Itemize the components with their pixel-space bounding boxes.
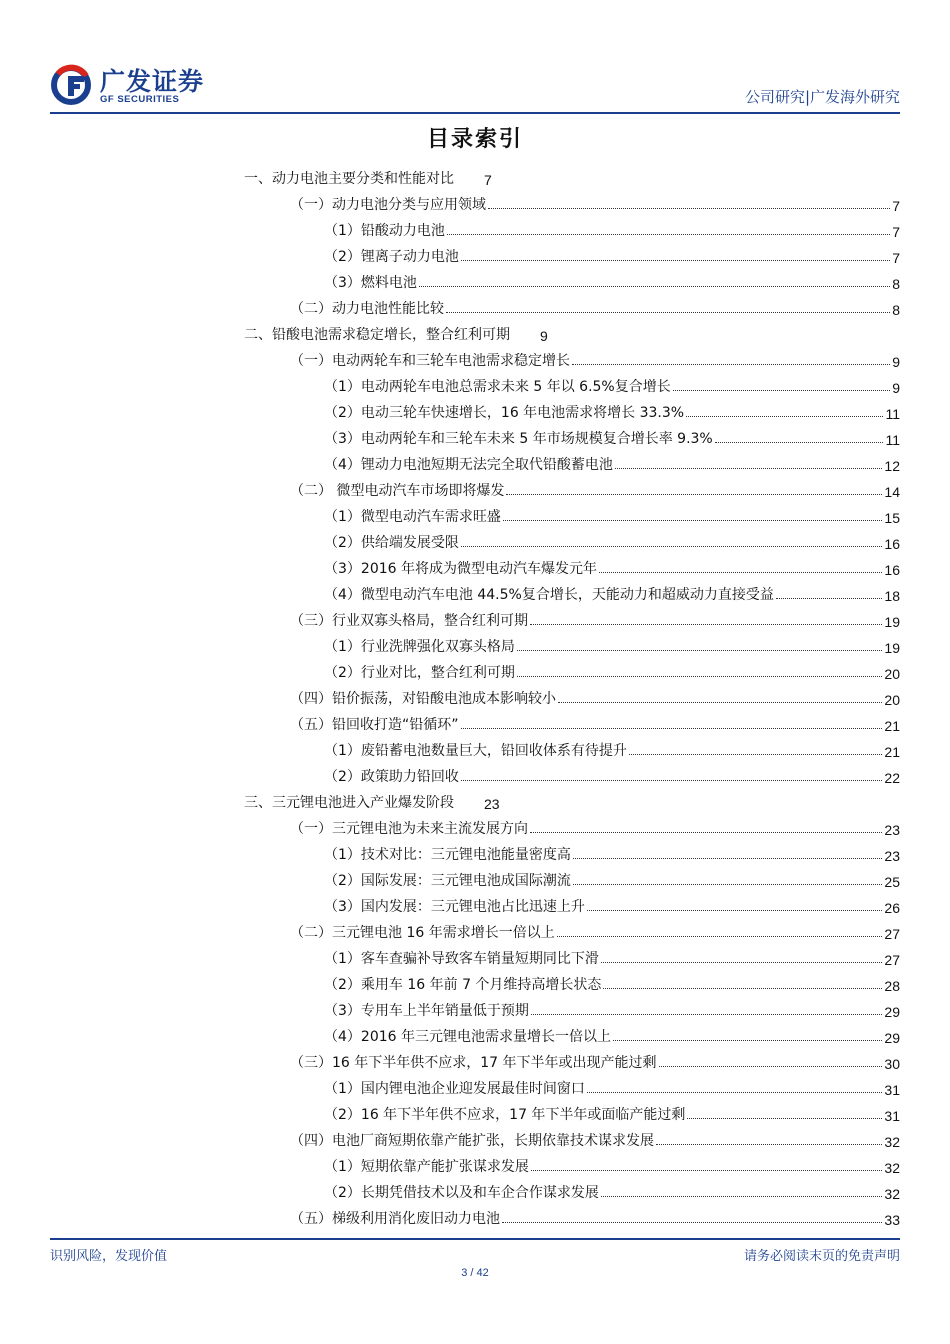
toc-entry-title: （1）行业洗牌强化双寡头格局 [324, 639, 515, 655]
toc-entry[interactable] [290, 812, 900, 838]
toc-entry-page: 28 [884, 978, 900, 994]
toc-entry[interactable] [244, 786, 500, 812]
toc-entry[interactable] [324, 760, 900, 786]
toc-entry-page: 23 [484, 796, 500, 812]
toc-entry[interactable] [324, 214, 900, 240]
toc-entry-title: （3）国内发展：三元锂电池占比迅速上升 [324, 899, 585, 915]
toc-entry-page: 15 [884, 510, 900, 526]
toc-entry[interactable] [324, 578, 900, 604]
toc-leader-dots [530, 624, 882, 625]
toc-entry-title: （2）电动三轮车快速增长，16 年电池需求将增长 33.3% [324, 405, 685, 421]
toc-leader-dots [446, 312, 890, 313]
logo-chinese-name: 广发证券 [100, 67, 205, 96]
toc-entry-title: （一）电动两轮车和三轮车电池需求稳定增长 [290, 353, 570, 369]
toc-entry-page: 33 [884, 1212, 900, 1228]
toc-leader-dots [601, 962, 883, 963]
toc-entry-page: 19 [884, 640, 900, 656]
toc-entry-title: （2）锂离子动力电池 [324, 249, 459, 265]
toc-leader-dots [776, 598, 883, 599]
toc-entry[interactable] [324, 422, 900, 448]
toc-entry[interactable] [324, 1020, 900, 1046]
toc-entry-title: （2）政策助力铅回收 [324, 769, 459, 785]
toc-entry-title: （3）燃料电池 [324, 275, 417, 291]
toc-entry[interactable] [324, 370, 900, 396]
toc-entry-page: 7 [892, 224, 900, 240]
toc-entry-title: （2）乘用车 16 年前 7 个月维持高增长状态 [324, 977, 602, 993]
toc-entry-page: 27 [884, 926, 900, 942]
toc-entry-page: 16 [884, 536, 900, 552]
toc-entry[interactable] [290, 916, 900, 942]
toc-leader-dots [573, 858, 883, 859]
toc-entry[interactable] [324, 396, 900, 422]
toc-entry-title: （二） 微型电动汽车市场即将爆发 [290, 483, 505, 499]
toc-entry-page: 32 [884, 1160, 900, 1176]
toc-entry-page: 8 [892, 276, 900, 292]
toc-entry-page: 23 [884, 848, 900, 864]
toc-entry-title: （一）动力电池分类与应用领域 [290, 197, 486, 213]
toc-entry-title: （二）动力电池性能比较 [290, 301, 444, 317]
toc-entry-title: （1）电动两轮车电池总需求未来 5 年以 6.5%复合增长 [324, 379, 671, 395]
toc-entry-page: 14 [884, 484, 900, 500]
toc-entry-page: 30 [884, 1056, 900, 1072]
toc-leader-dots [615, 468, 883, 469]
toc-entry-page: 9 [540, 328, 548, 344]
toc-entry-title: （2）国际发展：三元锂电池成国际潮流 [324, 873, 571, 889]
toc-entry[interactable] [324, 526, 900, 552]
toc-leader-dots [687, 1118, 882, 1119]
toc-entry-page: 31 [884, 1082, 900, 1098]
toc-entry-title: （三）行业双寡头格局，整合红利可期 [290, 613, 528, 629]
toc-entry[interactable] [324, 266, 900, 292]
toc-leader-dots [447, 234, 890, 235]
toc-leader-dots [715, 442, 884, 443]
toc-entry[interactable] [324, 240, 900, 266]
toc-entry-title: （五）梯级利用消化废旧动力电池 [290, 1211, 500, 1227]
toc-leader-dots [686, 416, 883, 417]
toc-entry-page: 32 [884, 1186, 900, 1202]
toc-entry[interactable] [324, 838, 900, 864]
toc-entry-title: （4）锂动力电池短期无法完全取代铅酸蓄电池 [324, 457, 613, 473]
toc-entry-title: （3）电动两轮车和三轮车未来 5 年市场规模复合增长率 9.3% [324, 431, 713, 447]
toc-leader-dots [673, 390, 890, 391]
toc-entry[interactable] [324, 1150, 900, 1176]
toc-entry-title: （一）三元锂电池为未来主流发展方向 [290, 821, 528, 837]
toc-entry-page: 20 [884, 666, 900, 682]
toc-entry-title: （1）微型电动汽车需求旺盛 [324, 509, 501, 525]
logo-english-name: GF SECURITIES [100, 94, 180, 105]
toc-entry[interactable] [244, 318, 548, 344]
toc-entry-page: 11 [885, 406, 900, 422]
toc-leader-dots [503, 520, 883, 521]
toc-entry-title: （五）铅回收打造“铅循环” [290, 717, 459, 733]
toc-entry-title: （4）微型电动汽车电池 44.5%复合增长，天能动力和超威动力直接受益 [324, 587, 774, 603]
page-title: 目录索引 [426, 126, 523, 152]
toc-leader-dots [629, 754, 883, 755]
footer-slogan: 识别风险，发现价值 [50, 1249, 168, 1264]
toc-leader-dots [531, 1014, 883, 1015]
toc-entry-title: （2）行业对比，整合红利可期 [324, 665, 515, 681]
page-header [50, 62, 900, 112]
toc-entry-page: 7 [892, 250, 900, 266]
toc-entry-title: （2）供给端发展受限 [324, 535, 459, 551]
toc-leader-dots [502, 1222, 882, 1223]
toc-entry-page: 7 [892, 198, 900, 214]
toc-entry-page: 16 [884, 562, 900, 578]
header-divider [50, 112, 900, 114]
toc-leader-dots [603, 988, 882, 989]
toc-entry-page: 32 [884, 1134, 900, 1150]
toc-entry-page: 8 [892, 302, 900, 318]
toc-entry[interactable] [290, 1202, 900, 1228]
toc-entry[interactable] [290, 474, 900, 500]
toc-leader-dots [461, 260, 890, 261]
toc-leader-dots [573, 884, 883, 885]
toc-entry-page: 21 [884, 718, 900, 734]
toc-leader-dots [587, 910, 883, 911]
gf-logo-icon [50, 64, 94, 106]
toc-entry[interactable] [290, 1046, 900, 1072]
toc-entry-title: （3）专用车上半年销量低于预期 [324, 1003, 529, 1019]
toc-entry[interactable] [324, 552, 900, 578]
toc-entry-title: （1）国内锂电池企业迎发展最佳时间窗口 [324, 1081, 585, 1097]
report-category: 公司研究|广发海外研究 [744, 88, 900, 106]
toc-entry-title: （二）三元锂电池 16 年需求增长一倍以上 [290, 925, 555, 941]
toc-entry[interactable] [324, 942, 900, 968]
toc-entry-page: 7 [484, 172, 492, 188]
toc-entry-title: （三）16 年下半年供不应求，17 年下半年或出现产能过剩 [290, 1055, 657, 1071]
toc-entry-title: 二、铅酸电池需求稳定增长，整合红利可期 [244, 327, 510, 343]
toc-entry-page: 22 [884, 770, 900, 786]
toc-entry[interactable] [324, 890, 900, 916]
toc-entry[interactable] [324, 1098, 900, 1124]
toc-entry-title: 一、动力电池主要分类和性能对比 [244, 171, 454, 187]
toc-leader-dots [517, 650, 883, 651]
toc-entry-page: 12 [884, 458, 900, 474]
toc-entry-title: （四）铅价振荡，对铅酸电池成本影响较小 [290, 691, 556, 707]
toc-leader-dots [557, 936, 883, 937]
toc-entry-title: （2）长期凭借技术以及和车企合作谋求发展 [324, 1185, 599, 1201]
toc-entry[interactable] [290, 1124, 900, 1150]
toc-entry-page: 19 [884, 614, 900, 630]
toc-entry-title: （1）短期依靠产能扩张谋求发展 [324, 1159, 529, 1175]
toc-leader-dots [613, 1040, 882, 1041]
toc-entry[interactable] [324, 734, 900, 760]
toc-entry-title: （2）16 年下半年供不应求，17 年下半年或面临产能过剩 [324, 1107, 686, 1123]
toc-entry[interactable] [290, 682, 900, 708]
toc-entry-page: 9 [892, 354, 900, 370]
toc-entry[interactable] [324, 630, 900, 656]
toc-leader-dots [572, 364, 890, 365]
toc-entry-page: 21 [884, 744, 900, 760]
toc-entry-page: 23 [884, 822, 900, 838]
toc-leader-dots [558, 702, 882, 703]
toc-entry-page: 18 [884, 588, 900, 604]
toc-leader-dots [419, 286, 890, 287]
toc-entry[interactable] [324, 448, 900, 474]
toc-entry-page: 26 [884, 900, 900, 916]
toc-entry[interactable] [324, 1072, 900, 1098]
toc-leader-dots [531, 1170, 883, 1171]
toc-entry-title: （1）铅酸动力电池 [324, 223, 445, 239]
toc-entry-page: 31 [884, 1108, 900, 1124]
toc-entry-title: （1）客车查骗补导致客车销量短期同比下滑 [324, 951, 599, 967]
toc-entry-title: 三、三元锂电池进入产业爆发阶段 [244, 795, 454, 811]
toc-entry[interactable] [324, 1176, 900, 1202]
toc-leader-dots [461, 780, 883, 781]
toc-leader-dots [587, 1092, 883, 1093]
toc-leader-dots [601, 1196, 883, 1197]
toc-entry[interactable] [290, 708, 900, 734]
toc-leader-dots [656, 1144, 882, 1145]
toc-entry-page: 20 [884, 692, 900, 708]
toc-entry[interactable] [290, 344, 900, 370]
toc-leader-dots [461, 728, 883, 729]
toc-entry-title: （1）技术对比：三元锂电池能量密度高 [324, 847, 571, 863]
footer-disclaimer: 请务必阅读末页的免责声明 [743, 1249, 900, 1264]
toc-entry[interactable] [324, 994, 900, 1020]
toc-entry-title: （3）2016 年将成为微型电动汽车爆发元年 [324, 561, 597, 577]
toc-leader-dots [659, 1066, 883, 1067]
toc-leader-dots [530, 832, 882, 833]
page-number: 3 / 42 [461, 1267, 489, 1279]
toc-entry-page: 29 [884, 1004, 900, 1020]
toc-entry[interactable] [324, 500, 900, 526]
toc-entry[interactable] [324, 968, 900, 994]
toc-entry[interactable] [290, 292, 900, 318]
toc-leader-dots [506, 494, 882, 495]
toc-leader-dots [488, 208, 890, 209]
toc-leader-dots [517, 676, 883, 677]
gf-securities-logo [50, 62, 210, 108]
toc-entry[interactable] [324, 656, 900, 682]
toc-entry-title: （四）电池厂商短期依靠产能扩张，长期依靠技术谋求发展 [290, 1133, 654, 1149]
toc-entry-page: 27 [884, 952, 900, 968]
toc-entry[interactable] [290, 188, 900, 214]
footer-divider [50, 1238, 900, 1240]
toc-entry[interactable] [244, 162, 492, 188]
toc-leader-dots [599, 572, 882, 573]
toc-entry-page: 25 [884, 874, 900, 890]
toc-entry-title: （4）2016 年三元锂电池需求量增长一倍以上 [324, 1029, 611, 1045]
toc-entry-page: 9 [892, 380, 900, 396]
toc-entry-title: （1）废铅蓄电池数量巨大，铅回收体系有待提升 [324, 743, 627, 759]
toc-entry-page: 11 [885, 432, 900, 448]
toc-entry[interactable] [290, 604, 900, 630]
toc-entry[interactable] [324, 864, 900, 890]
toc-leader-dots [461, 546, 883, 547]
toc-entry-page: 29 [884, 1030, 900, 1046]
